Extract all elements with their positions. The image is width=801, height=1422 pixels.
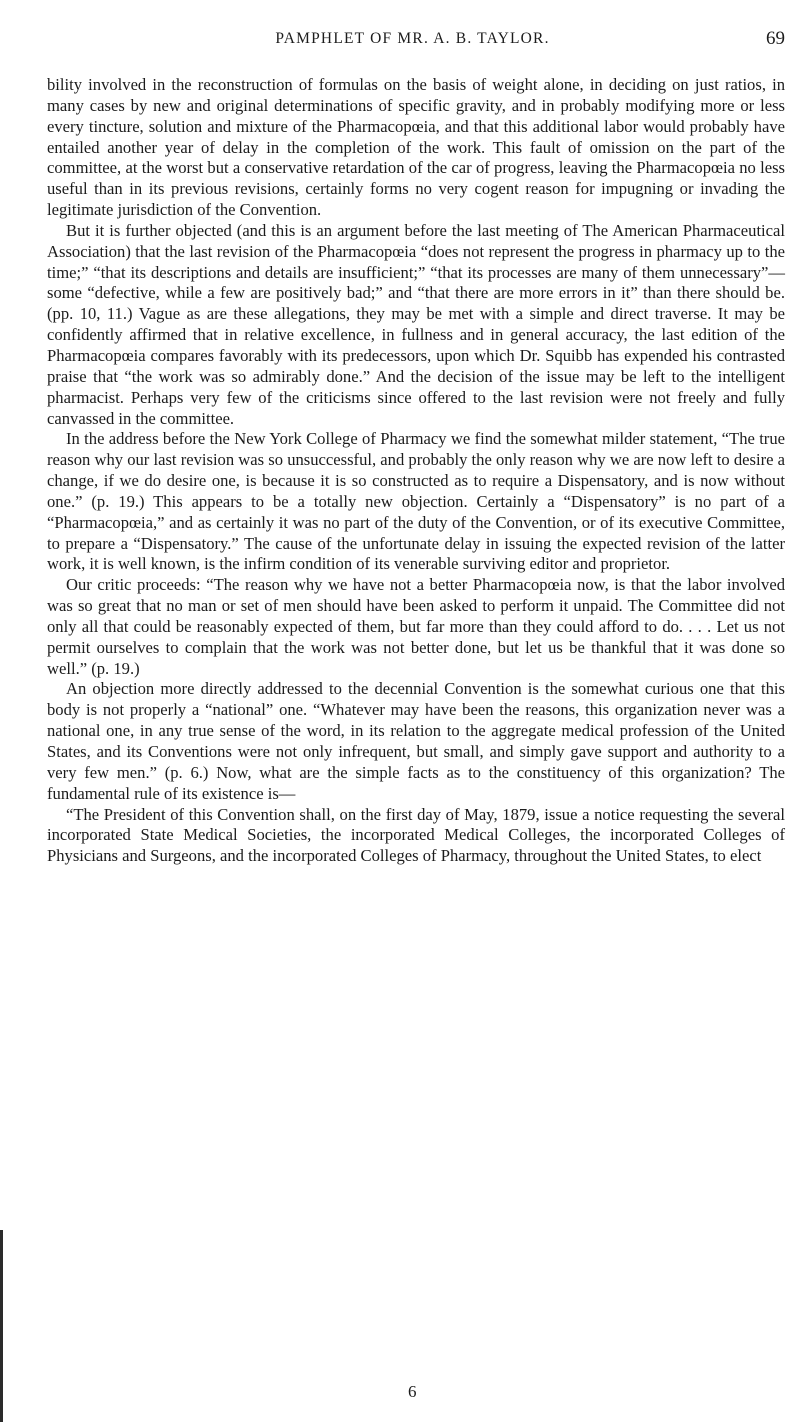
paragraph-critic-proceeds: Our critic proceeds: “The reason why we have not a better Pharmacopœia now, is that the labor involved was so great that no man or set of men should have been asked to perform it unpaid. The Committee did not only all that could be reasonably expected of them, but far more than they could afford to do. . . . Let us not permit ourselves to complain that the work was not better done, but let us be thankful that it was done so well.” (p. 19.) [47, 575, 785, 678]
body-text [47, 75, 785, 867]
gutter-rule [0, 1230, 3, 1422]
paragraph-objection-revision: But it is further objected (and this is an argument before the last meeting of The American Pharmaceutical Association) that the last revision of the Pharmacopœia “does not represent the progress in pharmacy up to the time;” “that its descriptions and details are insufficient;” “that its processes are many of them unnecessary”—some “defective, while a few are positively bad;” and “that there are more errors in it” than there should be. (pp. 10, 11.) Vague as are these allegations, they may be met with a simple and direct traverse. It may be confidently affirmed that in relative excellence, in fullness and in general accuracy, the last edition of the Pharmacopœia compares favorably with its predecessors, upon which Dr. Squibb has expended his contrasted praise that “the work was so admirably done.” And the decision of the issue may be left to the intelligent pharmacist. Perhaps very few of the criticisms since offered to the last revision were not freely and fully canvassed in the committee. [47, 220, 785, 428]
running-title: PAMPHLET OF MR. A. B. TAYLOR. [275, 30, 550, 47]
paragraph-continued: bility involved in the reconstruction of formulas on the basis of weight alone, in deciding on just ratios, in many cases by new and original determinations of specific gravity, and in probably modifying more or less every tincture, solution and mixture of the Pharmacopœia, and that this additional labor would probably have entailed another year of delay in the completion of the work. This fault of omission on the part of the committee, at the worst but a conservative retardation of the car of progress, leaving the Pharmacopœia no less useful than in its previous revisions, certainly forms no very cogent reason for impugning or invading the legitimate jurisdiction of the Convention. [47, 75, 785, 220]
paragraph-national-objection: An objection more directly addressed to the decennial Convention is the somewhat curious one that this body is not properly a “national” one. “Whatever may have been the reasons, this organization never was a national one, in any true sense of the word, in its relation to the aggregate medical profession of the United States, and its Conventions were not only infrequent, but small, and simply gave support and authority to a very few men.” (p. 6.) Now, what are the simple facts as to the constituency of this organization? The fundamental rule of its existence is— [47, 679, 785, 803]
running-head [40, 30, 785, 56]
paragraph-convention-rule-quote: “The President of this Convention shall, on the first day of May, 1879, issue a notice requesting the several incorporated State Medical Societies, the incorporated Medical Colleges, the incorporated Colleges of Physicians and Surgeons, and the incorporated Colleges of Pharmacy, throughout the United States, to elect [47, 804, 785, 866]
page-number: 69 [766, 28, 785, 49]
signature-mark: 6 [408, 1382, 417, 1401]
paragraph-dispensatory: In the address before the New York College of Pharmacy we find the somewhat milder statement, “The true reason why our last revision was so unsuccessful, and probably the only reason why we are now left to desire a change, if we do desire one, is because it is so constructed as to require a Dispensatory, and is now without one.” (p. 19.) This appears to be a totally new objection. Certainly a “Dispensatory” is no part of a “Pharmacopœia,” and as certainly it was no part of the duty of the Convention, or of its executive Committee, to prepare a “Dispensatory.” The cause of the unfortunate delay in issuing the expected revision of the latter work, it is well known, is the infirm condition of its venerable surviving editor and proprietor. [47, 429, 785, 574]
